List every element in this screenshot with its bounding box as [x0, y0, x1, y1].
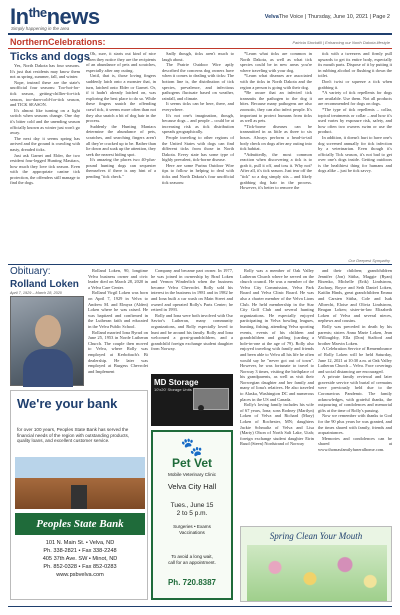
- bank-logo: Peoples State Bank: [15, 513, 145, 535]
- story-paragraph: Suddenly the Hunting Maniacs determine the abundance of pets, scratches, and searching fingers aren't all they're cracked up to be. Rather than lie down and soak up the attention, they seek the nearest hiding spot.: [86, 123, 156, 157]
- bank-address-2: 405 37th Ave. SW • Minot, ND: [42, 556, 118, 562]
- obituary-column-2: [151, 268, 233, 372]
- story-paragraph: *Learn what ticks are common in North Dakota, as well as what tick species could be in new areas you're where traveling with your dog.: [240, 51, 312, 73]
- pet-vet-phone[interactable]: Ph. 720.8387: [167, 578, 217, 587]
- obituary-column-1: [88, 268, 148, 386]
- story-paragraph: Don't twist or squeeze a tick when grabbing it.: [318, 78, 392, 90]
- page-bottom-rule: [8, 606, 392, 607]
- obituary-column-4: [318, 268, 392, 522]
- section-credit: Patricia Stockdill | Enhancing our North Dakota lifestyle: [292, 40, 390, 45]
- story-paragraph: It's almost like turning on a light switch when seasons change. One day it's bitter cold and the unending season officially known as winter just won't go away.: [10, 107, 80, 136]
- section-title: NorthernCelebrations:: [10, 37, 106, 47]
- story-paragraph: *Admittedly, the most common reaction when discovering a tick is to grab it, pull it off, and toss it. Why not? After all, it's tick season. Just tear off the "tick" so a dog simply sits – and likely grabbing dog hair in the process. However, it's better to remove the: [240, 151, 312, 191]
- pet-vet-appointment: [153, 554, 231, 566]
- pet-vet-time: 2 to 5 p.m.: [176, 510, 208, 517]
- pet-vet-appt-2: call for an appointment.: [168, 560, 216, 565]
- story-paragraph: People traveling to other regions of the United States with dogs can find different ticks from those in North Dakota. Every state has some type of highly prevalent, tick-borne disease.: [162, 134, 234, 163]
- story-column-1: [10, 63, 80, 257]
- story-paragraph: *Be aware that an infected tick transmits the pathogen to the dog it bites. Because many pathogens are also zoonotic, they can also infect people. It's important to protect humans from ticks as well as pets.: [240, 90, 312, 124]
- story-paragraph: Oh, sure, it starts out kind of nice when they notice they are the recipients of an abundance of pets and scratches, especially after any outing.: [86, 51, 156, 73]
- masthead-title-in: In: [10, 4, 29, 29]
- peoples-bank-ad[interactable]: [10, 390, 148, 600]
- pet-vet-date: Tues., June 15: [170, 502, 214, 509]
- obituary-rule: [8, 264, 392, 265]
- story-paragraph: *Learn what diseases are associated with the ticks in North Dakota and the region a person is going with their dog.: [240, 73, 312, 90]
- pet-vet-location: Velva City Hall: [167, 482, 217, 491]
- story-paragraph: Just ask Garnet and Elder, the two resident four-legged Hunting Mastiacs, how much they love tick season. Even with the appropriate canine tick protection, the offenders still manage to find the dogs.: [10, 152, 80, 186]
- obituary-paragraph: Rolland Virgil Loken was born on April 7, 1929 in Velva to Andrew M. and Elmyra (Alden) Loken where he was raised. He was baptized and confirmed in the Lutheran faith and educated in the Velva Public School.: [88, 290, 148, 329]
- obituary-paragraph: A private family reviewal and later graveside service with burial of cremains were previously held due to the Coronavirus Pandemic. The family acknowledges, with grateful thanks, the outpouring of condolences and memorial gifts at the time of Rolly's passing.: [318, 374, 392, 413]
- masthead-rule: [8, 33, 392, 35]
- pet-vet-services-2: Vaccinations: [179, 530, 205, 535]
- sympathy-label: Our Deepest Sympathy: [348, 258, 390, 263]
- pet-vet-services: [153, 524, 231, 536]
- md-storage-title: MD Storage: [154, 378, 199, 387]
- obituary-paragraph: Rolland married Iona Byrud on June 25, 1953 in Norde Lutheran Church. The couple then moved to Velva, where Rolly was employed at Kerbobach's Bi dealership. He later was employed at Burgess Chevrolet and Implement: [88, 329, 148, 374]
- story-paragraph: Yes, North Dakota has four seasons. It's just that residents may know them not as spring, summer, fall, and winter.: [10, 63, 80, 80]
- bank-phone-1: Ph. 338-2821 • Fax 338-2248: [43, 548, 117, 554]
- spring-clean-ad[interactable]: [240, 526, 392, 602]
- issue-date: | Thursday, June 10, 2021 | Page 2: [303, 14, 390, 20]
- story-paragraph: It's amazing the places two 40-plus-pound hunting dogs can sequester themselves if there is any hint of a pending "tick check.": [86, 157, 156, 180]
- story-paragraph: Until, that is, those loving fingers suddenly latch onto a monster that, in turn, latched onto Elder or Garnet. Or, if it hadn't already latched on, was exploring the best place to do so. While these fingers snatch the offending crawl tick, it seems more often than not they also snatch a bit of dog hair in the process.: [86, 73, 156, 124]
- story-paragraph: It seems ticks can be here, there, and everywhere.: [162, 101, 234, 112]
- obituary-section-title: Obituary:: [10, 266, 51, 277]
- pet-vet-ad[interactable]: [151, 430, 233, 600]
- pet-vet-services-1: Surgeries • Exams: [173, 524, 211, 529]
- obituary-dates: April 7, 1929 – March 28, 2020: [10, 291, 62, 295]
- story-column-5: [318, 51, 392, 257]
- paw-icon: 🐾: [180, 437, 204, 457]
- obituary-paragraph: Now we remember with thanks to God for the 90 plus years he was granted, and the times shared with family, friends and acquaintances.: [318, 413, 392, 436]
- obituary-paragraph: Rolland Loken, 90, longtime Velva business owner and civic leader died on March 28, 2020 in a Velva Care Center.: [88, 268, 148, 290]
- publication-voice: The Voice: [278, 14, 304, 20]
- story-paragraph: Sadly though, ticks aren't much to laugh about.: [162, 51, 234, 62]
- story-paragraph: In addition, it doesn't hurt to have one's dog screened annually for tick infection by a veterinarian. Even though it's officially Tick season, it's not bad to get over one's dogs inside. Getting outdoors is the healthiest thing for humans and dogs alike – just be tick savvy.: [318, 134, 392, 174]
- masthead-title-news: news: [46, 4, 100, 29]
- story-paragraph: The next day it seems spring has arrived and the ground is crawling with nasty, dreaded ticks.: [10, 135, 80, 152]
- spring-clean-title: Spring Clean Your Mouth: [269, 531, 363, 541]
- bank-website-link[interactable]: www.psbvelva.com: [56, 572, 104, 578]
- obituary-paragraph: Rolly was a member of Oak Valley Lutheran Church where he served on the church council. He was a member of the Velva City Commission, Velva Park Board and Velva Clinic Board. He was also a charter member of the Velva Lions Club. He held membership in the Star City Golf Club and several hunting organizations. He especially enjoyed participating in Velva bowling leagues, hunting, fishing, attending Velva sporting events, events of his children and grandchildren and golfing (carding a hole-in-one at the age of 79). Rolly also enjoyed traveling with family and friends and been able to Velva all his life he often would say he "never got out of town". However, he was fortunate to travel to Norway 3 times, visiting the birthplace of his grandparents, as well as visit their Norwegian daughter and her family and many of Iona's relatives. He also traveled to Alaska, Washington DC and numerous places in the US and Canada.: [240, 268, 314, 402]
- story-column-4: [240, 51, 312, 257]
- story-paragraph: *Tick-borne diseases can be transmitted in as little as three to six hours. Always perform a head-to-tail body check on dogs after any outing into tick habitat.: [240, 123, 312, 152]
- masthead-tagline: Simply happening in the area: [11, 26, 70, 31]
- masthead: [8, 4, 392, 34]
- story-paragraph: The Prairie Outdoor Wire aptly described the concerns dog owners have when it comes to dealing with ticks: The bottom line is, the distribution of tick species, prevalence, and infectious pathogens fluctuate based on weather, rainfall, and climate.: [162, 62, 234, 101]
- md-storage-ad[interactable]: [151, 374, 233, 426]
- story-column-2: [86, 51, 156, 257]
- obituary-name: Rolland Loken: [10, 279, 79, 290]
- bank-address-1: 101 N. Main St. • Velva, ND: [45, 540, 115, 546]
- story-paragraph: *The type of tick repellents – collar, topical treatments or collar – and how it's used varies by exposure risk, safety, and how often two owners swim or use the product.: [318, 106, 392, 135]
- pet-vet-appt-1: To avoid a long wait,: [171, 554, 213, 559]
- photo-shirt: [23, 349, 73, 387]
- section-rule: [8, 48, 392, 49]
- story-title: Ticks and dogs: [10, 51, 90, 63]
- bank-phone-2: Ph. 852-0328 • Fax 852-0283: [43, 564, 117, 570]
- obituary-photo: [10, 296, 84, 386]
- obituary-paragraph: Rolly's loving family includes his wife of 67 years, Iona; sons Rodney (Marilyn) Loken of Velva and Richard (Mary) Loken of Rochester, MN; daughters Jackie Schmaltz of Velva and Lisa (Marty) Olson of North Salt Lake, Utah; foreign exchange student daughter Eirin Ruud (Steen) Nordstrand of Norway: [240, 402, 314, 447]
- obituary-paragraph: and their children; grandchildren Jennifer (Jon) Sittba, Maggie (Ryan) Bixenko, Michelle (Erik) Lindstrom, Zachary, Royce and Seth Daniel Loken, Kaitlin Hinds, great grandchildren Emma and Carsten Sittba, Cole and Isak Albrecht, Eloise and Olivia Lindstrom, Reagan Loken; sister-in-law Elizabeth Loken of Velva and several nieces, nephews and cousins.: [318, 268, 392, 324]
- story-paragraph: Nope, instead these are the state's unofficial four seasons: Too-hot-for-tick season, getting-chillier-for-tick season, too-darn-cold-for-tick season, and TICK SEASON.: [10, 79, 80, 108]
- bank-contact: [15, 539, 145, 579]
- photo-face: [35, 315, 61, 347]
- bank-ad-copy: for over 100 years, Peoples State Bank has served the financial needs of the region with outstanding products, quality loans, and excellent customer service.: [17, 427, 130, 444]
- masthead-dateline: [265, 14, 390, 20]
- story-paragraph: *A variety of tick repellents for dogs are available. Use them. Not all products are recommended for dogs on dogs.: [318, 90, 392, 107]
- pet-vet-mobile: Mobile Veterinary Clinic: [168, 472, 216, 477]
- obituary-paragraph: Company and became part owner. In 1977, he was joined in ownership by Brad Loken and Vernon Winderlich when the business became Velva Chevrolet. Rolly sold his interest in the business in 1981 and in 1982 he and Iona built a car wash on Main Street and owned and operated Rolly's Parts Center; he retired in 1993.: [151, 268, 233, 313]
- story-paragraph: tick with a tweezers and firmly pull upwards to get its entire body, especially its mouth parts. Dispose of it by putting it in rubbing alcohol or flushing it down the toilet.: [318, 51, 392, 79]
- obituary-paragraph: A Celebration Service of Remembrance of Rolly Loken will be held Saturday, June 12, 2021 at 10:30 a.m. at Oak Valley Lutheran Church – Velva. Face coverings and social distancing are encouraged.: [318, 346, 392, 374]
- flowers-image: [247, 545, 387, 601]
- truck-image: [193, 388, 229, 410]
- story-paragraph: It's not one's imagination, though, because dogs – and people – could be at increasing risk as tick distribution spreads geographically.: [162, 112, 234, 135]
- masthead-title-the: the: [28, 5, 47, 20]
- publication-name: Velva: [264, 14, 279, 20]
- bank-ad-headline: We're your bank: [17, 396, 118, 411]
- bank-building-photo: [15, 457, 145, 509]
- story-column-3: [162, 51, 234, 257]
- obituary-paragraph: Rolly and Iona were both involved with Our Savior's Lutheran, many community organizations, and Rolly especially loved to hunt and be around his family. Rolly and Iona welcomed a great-grandchildren, and a grandchild foreign exchange student daughter from Norway.: [151, 312, 233, 352]
- md-storage-subtitle: 10'x20' Storage Units: [154, 387, 192, 392]
- obituary-paragraph: Rolly was preceded in death by his parents; sisters Anna Marie Loken, Jean Willoughby, Ella (Don) Stafford and brother Marvin Loken.: [318, 323, 392, 346]
- pet-vet-schedule: [153, 502, 231, 518]
- story-paragraph: Here are some Purina Outdoor Wire tips to follow in helping to deal with ticks and North Dakota's four unofficial tick seasons:: [162, 162, 234, 185]
- pet-vet-name: Pet Vet: [171, 456, 213, 470]
- bank-door: [71, 485, 87, 509]
- obituary-column-3: [240, 268, 314, 522]
- obituary-paragraph: Memories and condolences can be shared at www.thomasfamilyfuneralhome.com.: [318, 435, 392, 452]
